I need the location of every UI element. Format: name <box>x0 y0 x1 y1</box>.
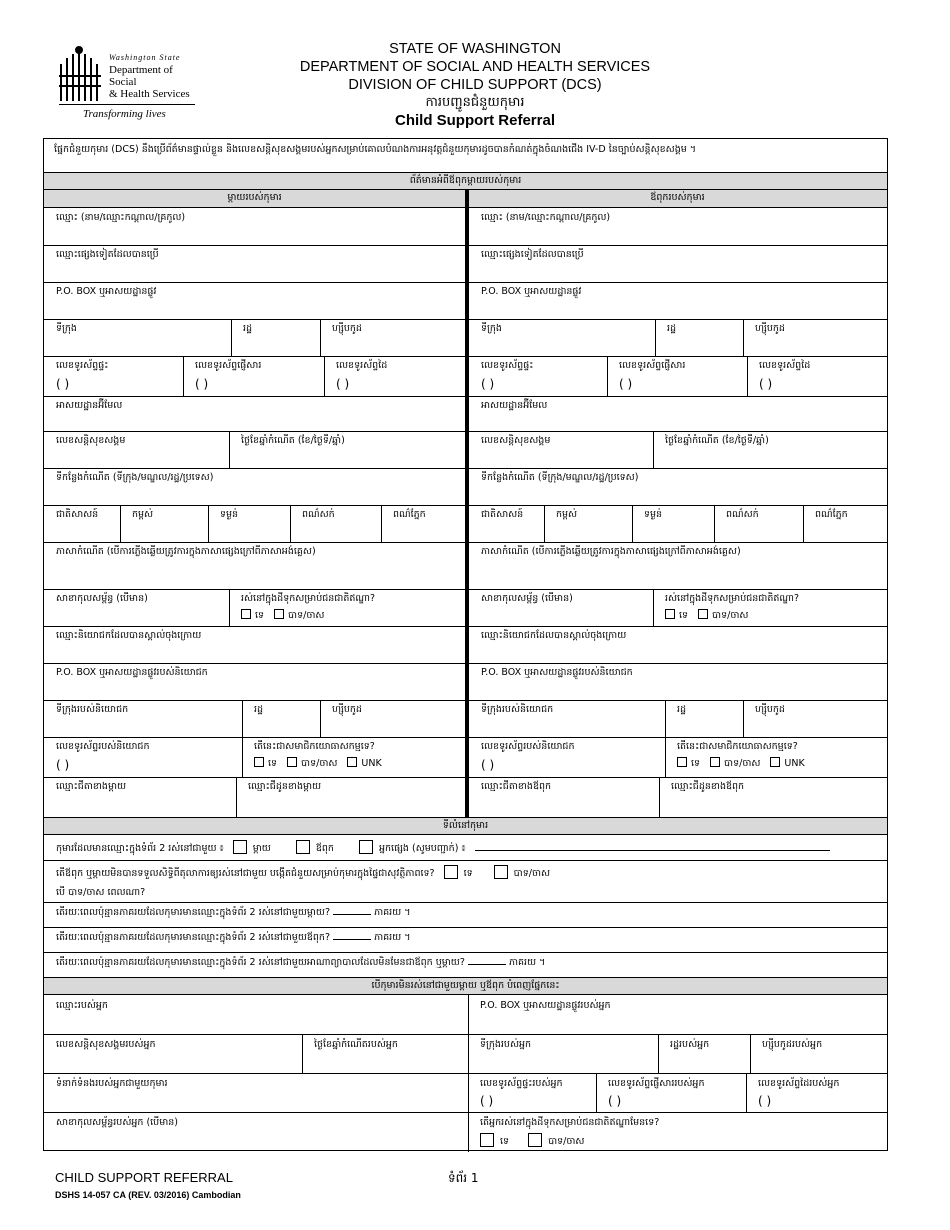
father-employer-zip-field[interactable]: ហ្ស៊ីបកូដ <box>755 704 785 715</box>
referral-form <box>43 138 888 1151</box>
father-military-no-label: បាទ/ចាស <box>724 758 761 769</box>
residence-q4-label: តើរយៈពេលប៉ុន្មានភាគរយដែលកុមារមានឈ្មោះក្នុងទំព័រ 2 រស់នៅជាមួយឪពុក? <box>56 932 330 943</box>
q5-percent-input[interactable] <box>468 964 506 965</box>
father-employer-state-field[interactable]: រដ្ឋ <box>677 704 687 715</box>
father-reservation-no-checkbox[interactable] <box>698 609 708 619</box>
residence-q5 <box>44 954 887 976</box>
mother-email-field[interactable]: អាសយដ្ឋានអ៊ីមែល <box>56 400 123 411</box>
father-military-no-checkbox[interactable] <box>710 757 720 767</box>
residence-q1-label: កុមារដែលមានឈ្មោះក្នុងទំព័រ 2 រស់នៅជាមួយ ៖ <box>56 843 224 854</box>
logo-tagline: Transforming lives <box>83 108 166 120</box>
father-military-yes-checkbox[interactable] <box>677 757 687 767</box>
other-dob-field[interactable]: ថ្ងៃខែឆ្នាំកំណើតរបស់អ្នក <box>314 1039 398 1050</box>
section-residence: ទីលំនៅកុមារ <box>44 817 887 835</box>
q4-percent-label: ភាគរយ ។ <box>374 932 411 943</box>
father-reservation-field: រស់នៅក្នុងដីទុកសម្រាប់ជនជាតិឥណ្ឌា? <box>665 593 800 604</box>
mother-height-field[interactable]: កម្ពស់ <box>132 509 154 520</box>
mother-reservation-field: រស់នៅក្នុងដីទុកសម្រាប់ជនជាតិឥណ្ឌា? <box>241 593 376 604</box>
father-ssn-field[interactable]: លេខសន្តិសុខសង្គម <box>481 435 551 446</box>
father-home-phone-field[interactable]: លេខទូរស័ព្ទផ្ទះ <box>481 360 534 371</box>
father-reservation-options <box>665 609 758 623</box>
header-line2: DEPARTMENT OF SOCIAL AND HEALTH SERVICES <box>299 59 651 75</box>
father-employer-phone-field[interactable]: លេខទូរស័ព្ទរបស់និយោជក <box>481 741 575 752</box>
father-tribe-field[interactable]: សាខាកុលសម្ព័ន្ធ (បើមាន) <box>481 593 573 604</box>
other-cell-phone-area: ( ) <box>758 1094 772 1108</box>
father-military-unk-checkbox[interactable] <box>770 757 780 767</box>
section-father: ឪពុករបស់កុមារ <box>468 190 887 208</box>
lives-with-other-checkbox[interactable] <box>359 840 373 854</box>
mother-employer-phone-area-code: ( ) <box>56 758 70 772</box>
other-relation-field[interactable]: ទំនាក់ទំនងរបស់អ្នកជាមួយកុមារ <box>56 1078 168 1089</box>
father-military-field: តើនេះជាសមាជិកយោធាសកម្មទេ? <box>677 741 798 752</box>
mother-home-phone-field[interactable]: លេខទូរស័ព្ទផ្ទះ <box>56 360 109 371</box>
mother-employer-state-field[interactable]: រដ្ឋ <box>254 704 264 715</box>
other-address-field[interactable]: P.O. BOX ឬអាសយដ្ឋានផ្លូវរបស់អ្នក <box>480 1000 611 1011</box>
mother-race-field[interactable]: ជាតិសាសន៍ <box>56 509 99 520</box>
father-cell-phone-field[interactable]: លេខទូរស័ព្ទដៃ <box>759 360 811 371</box>
q3-percent-input[interactable] <box>333 914 371 915</box>
mother-military-yes-label: ទេ <box>268 758 278 769</box>
mother-maternal-grandfather-field[interactable]: ឈ្មោះជីតាខាងម្ដាយ <box>56 781 127 792</box>
mother-reservation-no-label: បាទ/ចាស <box>288 610 325 621</box>
mother-birthplace-field[interactable]: ទីកន្លែងកំណើត (ទីក្រុង/មណ្ឌល/រដ្ឋ/ប្រទេស) <box>56 472 214 483</box>
logo-line2: & Health Services <box>109 88 190 100</box>
father-height-field[interactable]: កម្ពស់ <box>556 509 578 520</box>
mother-message-phone-area-code: ( ) <box>195 377 209 391</box>
residence-q2-label: តើឪពុក ឬម្ដាយមិនបានទទួលសិទ្ធិពីតុលាការឲ្យរស់នៅជាមួយ បង្កើតជំនួយសម្រាប់កុមារក្នុងផ្ទៃជាសុវត្ថិភាពទេ? <box>56 868 435 879</box>
father-birthplace-field[interactable]: ទីកន្លែងកំណើត (ទីក្រុង/មណ្ឌល/រដ្ឋ/ប្រទេស) <box>481 472 639 483</box>
mother-reservation-yes-label: ទេ <box>255 610 265 621</box>
father-other-names-field[interactable]: ឈ្មោះផ្សេងទៀតដែលបានប្រើ <box>481 249 584 260</box>
q5-percent-label: ភាគរយ ។ <box>508 957 546 968</box>
intro-text: ផ្នែកជំនួយកុមារ (DCS) នឹងប្រើព័ត៌មានផ្ទាល់ខ្លួន និងលេខសន្តិសុខសង្គមរបស់អ្នកសម្រាប់គោលបំណងការអនុវត្តជំនួយកុមារដូចបានកំណត់ក្នុងចំណងជើង IV-D នៃច្បាប់សន្តិសុខសង្គម ។ <box>54 144 697 155</box>
father-reservation-yes-label: ទេ <box>679 610 689 621</box>
mother-city-field[interactable]: ទីក្រុង <box>56 323 77 334</box>
other-message-phone-field[interactable]: លេខទូរស័ព្ទផ្ញើសាររបស់អ្នក <box>608 1078 705 1089</box>
q2-no-label: បាទ/ចាស <box>513 868 551 879</box>
mother-maternal-grandmother-field[interactable]: ឈ្មោះជីដូនខាងម្ដាយ <box>248 781 322 792</box>
father-home-phone-area-code: ( ) <box>481 377 495 391</box>
logo-line1: Department of Social <box>109 64 173 88</box>
lives-with-father-label: ឪពុក <box>315 843 334 854</box>
other-cell-phone-field[interactable]: លេខទូរស័ព្ទដៃរបស់អ្នក <box>758 1078 840 1089</box>
father-language-field[interactable]: ភាសាកំណើត (បើការភ្លើងឆ្លើយត្រូវការក្នុងភាសាផ្សេងក្រៅពីភាសាអង់គ្លេស) <box>481 546 741 557</box>
mother-reservation-no-checkbox[interactable] <box>274 609 284 619</box>
section-parents: ព័ត៌មានអំពីឪពុកម្ដាយរបស់កុមារ <box>44 172 887 190</box>
other-reservation-no-label: បាទ/ចាស <box>548 1136 585 1147</box>
father-race-field[interactable]: ជាតិសាសន៍ <box>481 509 524 520</box>
father-email-field[interactable]: អាសយដ្ឋានអ៊ីមែល <box>481 400 548 411</box>
residence-q5-label: តើរយៈពេលប៉ុន្មានភាគរយដែលកុមារមានឈ្មោះក្នុងទំព័រ 2 រស់នៅជាមួយអាណាព្យាបាលដែលមិនមែនជាឪពុក ឬម្ដាយ? <box>56 957 465 968</box>
other-reservation-yes-label: ទេ <box>500 1136 510 1147</box>
logo-state: Washington State <box>109 53 181 62</box>
footer-form-title: CHILD SUPPORT REFERRAL <box>55 1170 233 1185</box>
footer-page-number: ទំព័រ 1 <box>448 1171 479 1185</box>
father-address-field[interactable]: P.O. BOX ឬអាសយដ្ឋានផ្លូវ <box>481 286 582 297</box>
dshs-emblem-icon <box>57 46 105 104</box>
mother-zip-field[interactable]: ហ្ស៊ីបកូដ <box>332 323 362 334</box>
mother-language-field[interactable]: ភាសាកំណើត (បើការភ្លើងឆ្លើយត្រូវការក្នុងភាសាផ្សេងក្រៅពីភាសាអង់គ្លេស) <box>56 546 316 557</box>
lives-with-mother-checkbox[interactable] <box>233 840 247 854</box>
mother-home-phone-area-code: ( ) <box>56 377 70 391</box>
father-eyes-field[interactable]: ពណ៌ភ្នែក <box>815 509 848 520</box>
residence-q3-label: តើរយៈពេលប៉ុន្មានភាគរយដែលកុមារមានឈ្មោះក្នុងទំព័រ 2 រស់នៅជាមួយម្ដាយ? <box>56 907 330 918</box>
other-tribe-field[interactable]: សាខាកុលសម្ព័ន្ធរបស់អ្នក (បើមាន) <box>56 1117 178 1128</box>
dshs-logo <box>57 46 197 126</box>
other-home-phone-area: ( ) <box>480 1094 494 1108</box>
father-city-field[interactable]: ទីក្រុង <box>481 323 502 334</box>
mother-military-no-checkbox[interactable] <box>287 757 297 767</box>
mother-hair-field[interactable]: ពណ៌សក់ <box>302 509 335 520</box>
mother-name-field[interactable]: ឈ្មោះ (នាម/ឈ្មោះកណ្ដាល/គ្រកូល) <box>56 212 186 223</box>
residence-q4 <box>44 929 887 951</box>
section-other: បើកុមារមិនរស់នៅជាមួយម្ដាយ ឬឪពុក បំពេញផ្នែកនេះ <box>44 977 887 995</box>
father-employer-phone-area-code: ( ) <box>481 758 495 772</box>
mother-weight-field[interactable]: ទម្ងន់ <box>220 509 239 520</box>
father-weight-field[interactable]: ទម្ងន់ <box>644 509 663 520</box>
father-hair-field[interactable]: ពណ៌សក់ <box>726 509 759 520</box>
father-military-unk-label: UNK <box>784 758 805 769</box>
other-reservation-no-checkbox[interactable] <box>528 1133 542 1147</box>
mother-employer-phone-field[interactable]: លេខទូរស័ព្ទរបស់និយោជក <box>56 741 150 752</box>
lives-with-other-label: អ្នកផ្សេង (សូមបញ្ជាក់) ៖ <box>379 843 466 854</box>
father-message-phone-field[interactable]: លេខទូរស័ព្ទផ្ញើសារ <box>619 360 686 371</box>
other-reservation-label: តើអ្នករស់នៅក្នុងដីទុកសម្រាប់ជនជាតិឥណ្ឌាមែនទេ? <box>480 1117 660 1128</box>
logo-divider <box>59 104 195 105</box>
footer-form-number: DSHS 14-057 CA (REV. 03/2016) Cambodian <box>55 1190 241 1200</box>
other-city-field[interactable]: ទីក្រុងរបស់អ្នក <box>480 1039 532 1050</box>
page-title: Child Support Referral <box>394 112 555 129</box>
mother-military-options <box>254 757 392 771</box>
header-line4: ការបញ្ជូនជំនួយកុមារ <box>425 95 525 110</box>
mother-address-field[interactable]: P.O. BOX ឬអាសយដ្ឋានផ្លូវ <box>56 286 157 297</box>
mother-message-phone-field[interactable]: លេខទូរស័ព្ទផ្ញើសារ <box>195 360 262 371</box>
other-zip-field[interactable]: ហ្ស៊ីបកូដរបស់អ្នក <box>762 1039 823 1050</box>
mother-military-yes-checkbox[interactable] <box>254 757 264 767</box>
mother-cell-phone-field[interactable]: លេខទូរស័ព្ទដៃ <box>336 360 388 371</box>
mother-employer-field[interactable]: ឈ្មោះនិយោជកដែលបានស្គាល់ចុងក្រោយ <box>56 630 202 641</box>
mother-military-field: តើនេះជាសមាជិកយោធាសកម្មទេ? <box>254 741 375 752</box>
mother-reservation-options <box>241 609 334 623</box>
mother-military-no-label: បាទ/ចាស <box>301 758 338 769</box>
other-message-phone-area: ( ) <box>608 1094 622 1108</box>
father-military-options <box>677 757 815 771</box>
q2-yes-checkbox[interactable] <box>444 865 458 879</box>
residence-q2 <box>44 862 887 902</box>
other-state-field[interactable]: រដ្ឋរបស់អ្នក <box>670 1039 710 1050</box>
father-employer-field[interactable]: ឈ្មោះនិយោជកដែលបានស្គាល់ចុងក្រោយ <box>481 630 627 641</box>
residence-q2b-label: បើ បាទ/ចាស ពេលណា? <box>56 887 146 898</box>
father-dob-field[interactable]: ថ្ងៃខែឆ្នាំកំណើត (ខែ/ថ្ងៃទី/ឆ្នាំ) <box>665 435 769 446</box>
mother-military-unk-checkbox[interactable] <box>347 757 357 767</box>
q3-percent-label: ភាគរយ ។ <box>374 907 411 918</box>
father-cell-phone-area-code: ( ) <box>759 377 773 391</box>
header-line3: DIVISION OF CHILD SUPPORT (DCS) <box>348 77 602 93</box>
page-header <box>200 40 750 130</box>
father-zip-field[interactable]: ហ្ស៊ីបកូដ <box>755 323 785 334</box>
mother-cell-phone-area-code: ( ) <box>336 377 350 391</box>
header-line1: STATE OF WASHINGTON <box>389 41 561 57</box>
lives-with-other-input[interactable] <box>475 850 830 851</box>
mother-reservation-yes-checkbox[interactable] <box>241 609 251 619</box>
father-paternal-grandmother-field[interactable]: ឈ្មោះជីដូនខាងឪពុក <box>671 781 745 792</box>
lives-with-father-checkbox[interactable] <box>296 840 310 854</box>
other-home-phone-field[interactable]: លេខទូរស័ព្ទផ្ទះរបស់អ្នក <box>480 1078 563 1089</box>
mother-state-field[interactable]: រដ្ឋ <box>243 323 253 334</box>
mother-ssn-field[interactable]: លេខសន្តិសុខសង្គម <box>56 435 126 446</box>
q4-percent-input[interactable] <box>333 939 371 940</box>
other-reservation-yes-checkbox[interactable] <box>480 1133 494 1147</box>
mother-eyes-field[interactable]: ពណ៌ភ្នែក <box>393 509 426 520</box>
mother-other-names-field[interactable]: ឈ្មោះផ្សេងទៀតដែលបានប្រើ <box>56 249 159 260</box>
mother-dob-field[interactable]: ថ្ងៃខែឆ្នាំកំណើត (ខែ/ថ្ងៃទី/ឆ្នាំ) <box>241 435 345 446</box>
lives-with-mother-label: ម្ដាយ <box>252 843 271 854</box>
father-paternal-grandfather-field[interactable]: ឈ្មោះជីតាខាងឪពុក <box>481 781 552 792</box>
residence-q1 <box>44 837 887 859</box>
other-name-field[interactable]: ឈ្មោះរបស់អ្នក <box>56 1000 108 1011</box>
mother-military-unk-label: UNK <box>361 758 382 769</box>
father-reservation-yes-checkbox[interactable] <box>665 609 675 619</box>
father-state-field[interactable]: រដ្ឋ <box>667 323 677 334</box>
section-mother: ម្ដាយរបស់កុមារ <box>44 190 465 208</box>
father-employer-city-field[interactable]: ទីក្រុងរបស់និយោជក <box>481 704 554 715</box>
mother-employer-zip-field[interactable]: ហ្ស៊ីបកូដ <box>332 704 362 715</box>
other-ssn-field[interactable]: លេខសន្តិសុខសង្គមរបស់អ្នក <box>56 1039 156 1050</box>
q2-yes-label: ទេ <box>463 868 473 879</box>
mother-employer-address-field[interactable]: P.O. BOX ឬអាសយដ្ឋានផ្លូវរបស់និយោជក <box>56 667 208 678</box>
mother-tribe-field[interactable]: សាខាកុលសម្ព័ន្ធ (បើមាន) <box>56 593 148 604</box>
father-message-phone-area-code: ( ) <box>619 377 633 391</box>
residence-q3 <box>44 904 887 926</box>
mother-employer-city-field[interactable]: ទីក្រុងរបស់និយោជក <box>56 704 129 715</box>
father-employer-address-field[interactable]: P.O. BOX ឬអាសយដ្ឋានផ្លូវរបស់និយោជក <box>481 667 633 678</box>
father-name-field[interactable]: ឈ្មោះ (នាម/ឈ្មោះកណ្ដាល/គ្រកូល) <box>481 212 611 223</box>
father-reservation-no-label: បាទ/ចាស <box>712 610 749 621</box>
other-reservation-options <box>480 1133 584 1149</box>
q2-no-checkbox[interactable] <box>494 865 508 879</box>
father-military-yes-label: ទេ <box>691 758 701 769</box>
